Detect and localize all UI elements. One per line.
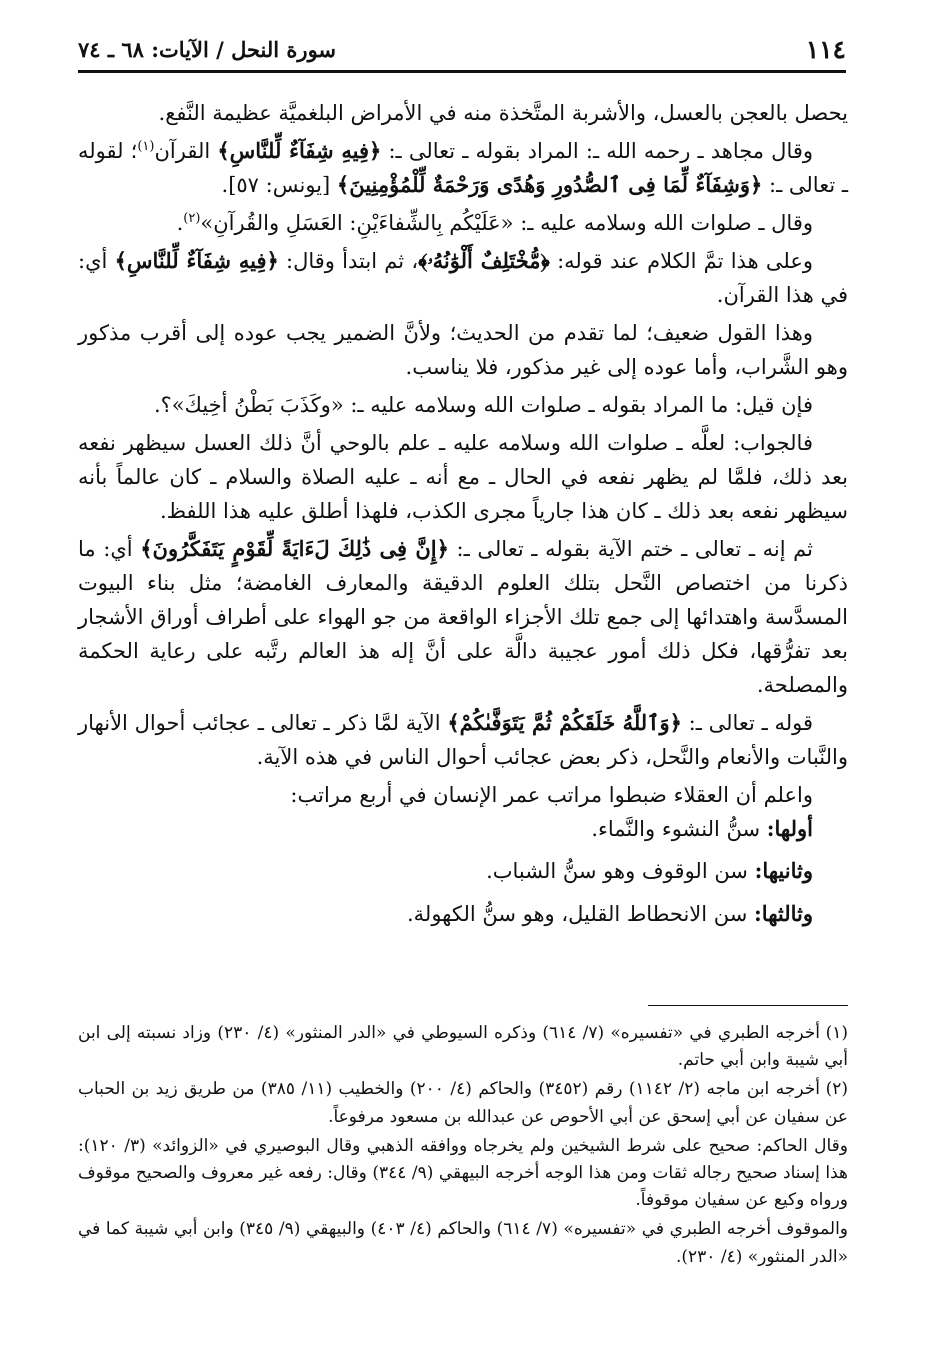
text-run: ، ثم ابتدأ وقال: — [278, 249, 419, 274]
stage-label: وثانيها: — [754, 858, 813, 884]
stage-label: أولها: — [766, 816, 813, 842]
paragraph-5: وهذا القول ضعيف؛ لما تقدم من الحديث؛ ولأنَّ الضمير يجب عوده إلى أقرب مذكور وهو الشَّراب، وأما عوده إلى غير مذكور، فلا يناسب. — [78, 321, 848, 380]
footnote-1 — [78, 1020, 848, 1074]
text-run: أي: ما ذكرنا من اختصاص النَّحل بتلك العلوم الدقيقة والمعارف الغامضة؛ مثل بناء البيوت المسدَّسة واهتدائها إلى جمع تلك الأجزاء الواقعة من جو الهواء على أطراف أوراق الأشجار بعد تفرُّقها، فكل ذلك أمور عجيبة دالَّة على أنَّ إله هذ العالم رتَّبه على رعاية الحكمة والمصلحة. — [78, 537, 848, 698]
footnotes — [78, 1020, 848, 1273]
running-title: سورة النحل / الآيات: ٦٨ ـ ٧٤ — [78, 36, 337, 62]
stage-item — [78, 897, 848, 931]
stage-item — [78, 812, 848, 846]
text-run: . — [176, 211, 184, 236]
paragraph-4 — [78, 244, 848, 312]
text-run: وقال ـ صلوات الله وسلامه عليه ـ: «عَلَيْكُم بِالشِّفاءَيْنِ: العَسَلِ والقُرآنِ» — [200, 211, 813, 236]
main-text — [78, 96, 848, 931]
footnote-ref-1[interactable]: (١) — [137, 139, 155, 155]
footnote-number: (١) — [825, 1023, 848, 1043]
footnote-ref-2[interactable]: (٢) — [183, 211, 201, 227]
paragraph-10: واعلم أن العقلاء ضبطوا مراتب عمر الإنسان في أربع مراتب: — [290, 783, 813, 808]
footnote-text: أخرجه الطبري في «تفسيره» (٧/ ٦١٤) وذكره السيوطي في «الدر المنثور» (٤/ ٢٣٠) وزاد نسبته إلى ابن أبي شيبة وابن أبي حاتم. — [78, 1023, 848, 1071]
footnote-separator — [648, 1005, 848, 1006]
quran-quote: ﴿وَٱللَّهُ خَلَقَكُمْ ثُمَّ يَتَوَفَّىٰكُمْ﴾ — [447, 710, 682, 736]
text-run: قوله ـ تعالى ـ: — [681, 711, 814, 736]
paragraph-1: يحصل بالعجن بالعسل، والأشربة المتَّخذة منه في الأمراض البلغميَّة عظيمة النَّفع. — [158, 101, 848, 125]
text-run: ثم إنه ـ تعالى ـ ختم الآية بقوله ـ تعالى ـ: — [448, 537, 813, 562]
quran-quote: ﴿فِيهِ شِفَآءٌ لِّلنَّاسِ﴾ — [114, 248, 279, 274]
page-header — [78, 30, 846, 68]
text-run: [يونس: ٥٧]. — [221, 173, 337, 198]
text-run: أي: في هذا القرآن. — [78, 249, 848, 308]
quran-quote: ﴿مُّخْتَلِفٌ أَلْوَٰنُهُۥ﴾ — [418, 248, 550, 274]
text-run: وقال مجاهد ـ رحمه الله ـ: المراد بقوله ـ تعالى ـ: — [381, 139, 814, 164]
text-run: القرآن — [154, 139, 218, 164]
stage-text: سن الانحطاط القليل، وهو سنُّ الكهولة. — [406, 901, 755, 926]
page-number: ١١٤ — [805, 34, 846, 64]
paragraph-2 — [78, 134, 848, 202]
footnote-2 — [78, 1076, 848, 1130]
stage-text: سن الوقوف وهو سنُّ الشباب. — [486, 859, 755, 884]
quran-quote: ﴿إِنَّ فِى ذَٰلِكَ لَءَايَةً لِّقَوْمٍ يَتَفَكَّرُونَ﴾ — [140, 536, 449, 562]
quran-quote: ﴿فِيهِ شِفَآءٌ لِّلنَّاسِ﴾ — [217, 138, 382, 164]
header-rule — [78, 70, 846, 73]
paragraph-3 — [78, 206, 848, 240]
paragraph-6: فإن قيل: ما المراد بقوله ـ صلوات الله وسلامه عليه ـ: «وكَذَبَ بَطْنُ أخِيكَ»؟. — [153, 393, 813, 418]
footnote-2-continuation: وقال الحاكم: صحيح على شرط الشيخين ولم يخرجاه ووافقه الذهبي وقال البوصيري في «الزوائد» (٣/ ١٢٠): هذا إسناد صحيح رجاله ثقات ومن هذا الوجه أخرجه البيهقي (٩/ ٣٤٤) وقال: رفعه غير معروف والصحيح موقوف ورواه وكيع عن سفيان موقوفاً. — [78, 1135, 848, 1211]
paragraph-7: فالجواب: لعلَّه ـ صلوات الله وسلامه عليه ـ علم بالوحي أنَّ ذلك العسل سيظهر نفعه بعد ذلك، فلمَّا لم يظهر نفعه في الحال ـ مع أنه ـ عليه الصلاة والسلام ـ كان عالماً بأنه سيظهر نفعه بعد ذلك ـ كان هذا جارياً مجرى الكذب، فلهذا أطلق عليه هذا اللفظ. — [78, 431, 848, 524]
stage-item — [78, 854, 848, 888]
stage-text: سنُّ النشوء والنَّماء. — [591, 817, 767, 842]
footnote-number: (٢) — [825, 1079, 848, 1100]
text-run: وعلى هذا تمَّ الكلام عند قوله: — [549, 249, 814, 274]
stage-label: وثالثها: — [754, 900, 813, 926]
footnote-text: أخرجه ابن ماجه (٢/ ١١٤٢) رقم (٣٤٥٢) والحاكم (٤/ ٢٠٠) والخطيب (١١/ ٣٨٥) من طريق زيد بن الحباب عن سفيان عن أبي إسحق عن أبي الأحوص عن عبدالله بن مسعود مرفوعاً. — [78, 1079, 848, 1127]
paragraph-8 — [78, 532, 848, 702]
text-run: الآية لمَّا ذكر ـ تعالى ـ عجائب أحوال الأنهار والنَّبات والأنعام والنَّحل، ذكر بعض عجائب أحوال الناس في هذه الآية. — [78, 711, 848, 770]
text-run: ؛ لقوله ـ تعالى ـ: — [78, 139, 848, 198]
paragraph-9 — [78, 706, 848, 774]
footnote-2-continuation: والموقوف أخرجه الطبري في «تفسيره» (٧/ ٦١٤) والحاكم (٤/ ٤٠٣) والبيهقي (٩/ ٣٤٥) وابن أبي شيبة كما في «الدر المنثور» (٤/ ٢٣٠). — [78, 1219, 848, 1267]
quran-quote: ﴿وَشِفَآءٌ لِّمَا فِى ٱلصُّدُورِ وَهُدًى وَرَحْمَةٌ لِّلْمُؤْمِنِينَ﴾ — [336, 172, 763, 198]
